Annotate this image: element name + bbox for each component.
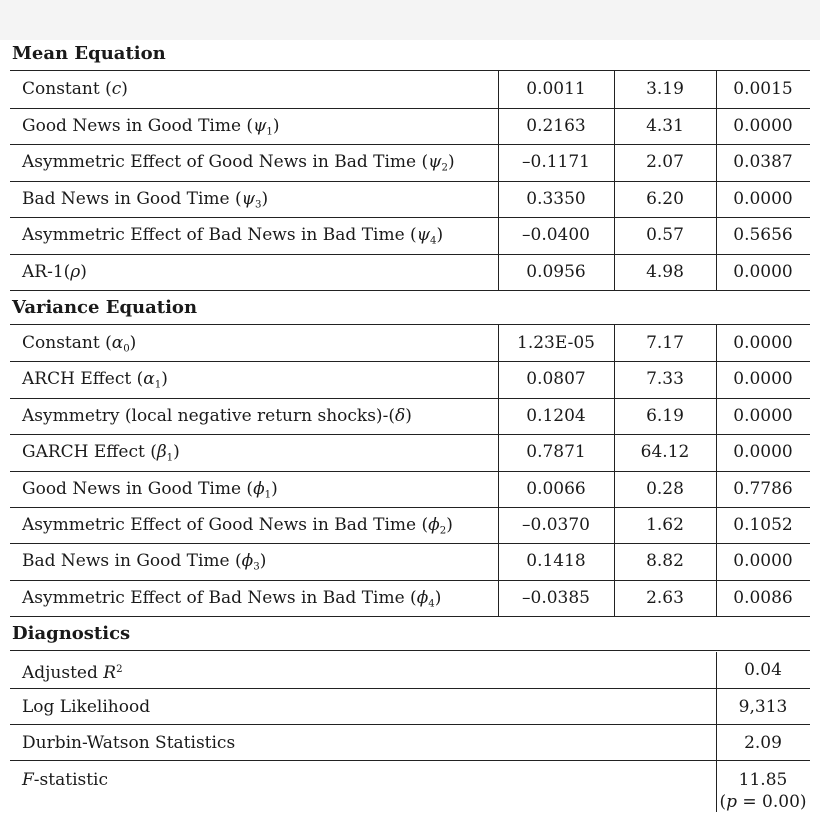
diag-row-f-statistic [10,762,810,818]
table-row [10,254,810,290]
table-row [10,181,810,217]
t-stat-cell: 6.20 [646,188,684,209]
coefficient-cell: 0.2163 [526,115,586,136]
p-value-cell: 0.0000 [733,115,793,136]
row-label: GARCH Effect $(\beta_1)$ [22,442,180,464]
p-value-cell: 0.7786 [733,478,793,499]
column-rule [716,71,717,290]
diag-row-log-likelihood [10,689,810,725]
coefficient-cell: –0.1171 [522,152,590,172]
diag-row-durbin-watson [10,725,810,761]
t-stat-cell: 8.82 [646,551,684,572]
column-rule [614,325,615,616]
coefficient-cell: 0.0011 [526,79,586,99]
table-row [10,398,810,434]
table-row [10,580,810,616]
row-label: Asymmetric Effect of Bad News in Bad Time $(\phi_4)$ [22,587,442,610]
coefficient-cell: –0.0400 [522,225,590,245]
table-row [10,108,810,144]
divider [10,650,810,651]
diag-label: Durbin-Watson Statistics [22,733,236,753]
column-rule [716,652,717,812]
table-row [10,507,810,543]
column-rule [498,325,499,616]
t-stat-cell: 2.63 [646,587,684,608]
regression-table [10,40,810,820]
top-band [0,0,820,40]
divider [10,760,810,761]
diag-p-value: (p = 0.00) [719,792,807,812]
coefficient-cell: 0.1418 [526,551,586,572]
table-row [10,471,810,507]
p-value-cell: 0.0086 [733,587,793,608]
row-label: Good News in Good Time $(\psi_1)$ [22,115,280,138]
table-row [10,325,810,361]
coefficient-cell: –0.0385 [522,587,590,608]
p-value-cell: 0.0000 [733,442,793,463]
section-mean-equation: Mean Equation [12,43,166,64]
table-row [10,144,810,180]
p-value-cell: 0.0000 [733,369,793,390]
t-stat-cell: 4.31 [646,115,684,136]
coefficient-cell: 0.0956 [526,261,586,282]
t-stat-cell: 3.19 [646,79,684,99]
table-row [10,71,810,107]
p-value-cell: 0.1052 [733,515,793,535]
t-stat-cell: 7.17 [646,333,684,353]
diag-label: Adjusted $R^2$ [22,663,123,684]
row-label: Bad News in Good Time $(\phi_3)$ [22,551,267,573]
column-rule [716,325,717,616]
table-row [10,361,810,397]
column-rule [498,71,499,290]
table-row [10,217,810,253]
row-label: Asymmetric Effect of Good News in Bad Time $(\phi_2)$ [22,515,453,537]
t-stat-cell: 1.62 [646,515,684,535]
p-value-cell: 0.0387 [733,152,793,172]
table-row [10,543,810,579]
row-label: Constant (c) [22,79,128,99]
row-label: Bad News in Good Time $(\psi_3)$ [22,188,269,211]
coefficient-cell: 0.0066 [526,478,586,499]
t-stat-cell: 2.07 [646,152,684,172]
row-label: ARCH Effect $(\alpha_1)$ [22,369,168,391]
coefficient-cell: 0.3350 [526,188,586,209]
diag-value: 2.09 [744,733,782,753]
section-variance-equation: Variance Equation [12,297,198,318]
p-value-cell: 0.0015 [733,79,793,99]
diag-label: F-statistic [22,770,109,790]
divider [10,290,810,291]
coefficient-cell: 0.1204 [526,405,586,426]
p-value-cell: 0.0000 [733,261,793,282]
t-stat-cell: 0.28 [646,478,684,499]
section-diagnostics: Diagnostics [12,623,131,644]
row-label: Constant $(\alpha_0)$ [22,333,137,355]
diag-value: 9,313 [738,697,788,717]
t-stat-cell: 6.19 [646,405,684,426]
t-stat-cell: 7.33 [646,369,684,390]
diag-value: 11.85 [738,770,788,790]
t-stat-cell: 4.98 [646,261,684,282]
diag-value: 0.04 [744,660,782,680]
p-value-cell: 0.0000 [733,333,793,353]
row-label: Asymmetric Effect of Good News in Bad Time $(\psi_2)$ [22,152,455,174]
t-stat-cell: 0.57 [646,225,684,245]
t-stat-cell: 64.12 [640,442,690,463]
row-label: Asymmetry (local negative return shocks)-(δ) [22,405,412,426]
row-label: AR-1(ρ) [22,261,87,282]
coefficient-cell: 1.23E-05 [517,333,595,353]
diag-row-adjusted-r2 [10,652,810,688]
coefficient-cell: 0.7871 [526,442,586,463]
p-value-cell: 0.0000 [733,551,793,572]
coefficient-cell: –0.0370 [522,515,590,535]
diag-label: Log Likelihood [22,697,151,717]
column-rule [614,71,615,290]
p-value-cell: 0.0000 [733,405,793,426]
p-value-cell: 0.5656 [733,225,793,245]
table-row [10,434,810,470]
row-label: Asymmetric Effect of Bad News in Bad Time $(\psi_4)$ [22,225,444,247]
p-value-cell: 0.0000 [733,188,793,209]
row-label: Good News in Good Time $(\phi_1)$ [22,478,278,501]
divider [10,616,810,617]
coefficient-cell: 0.0807 [526,369,586,390]
